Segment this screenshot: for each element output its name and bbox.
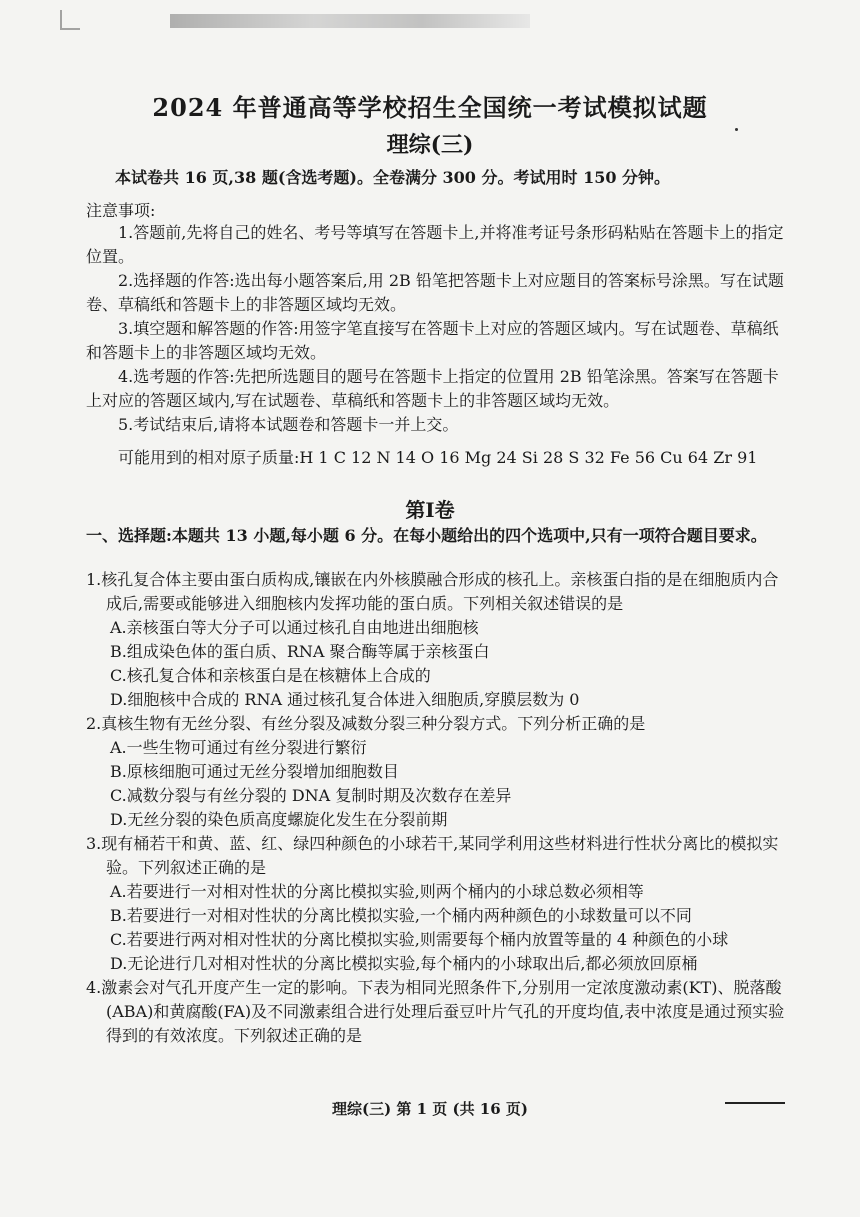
section-heading xyxy=(86,524,791,548)
scan-artifact-top xyxy=(0,0,860,36)
note-item: 2.选择题的作答:选出每小题答案后,用 2B 铅笔把答题卡上对应题目的答案标号涂黑。写在试题卷、草稿纸和答题卡上的非答题区域均无效。 xyxy=(86,271,784,314)
option: A.一些生物可通过有丝分裂进行繁衍 xyxy=(110,738,367,757)
exam-title: 2024 年普通高等学校招生全国统一考试模拟试题 xyxy=(152,93,708,122)
option: C.核孔复合体和亲核蛋白是在核糖体上合成的 xyxy=(110,666,431,685)
option: D.无丝分裂的染色质高度螺旋化发生在分裂前期 xyxy=(110,810,448,829)
scan-smudge xyxy=(170,14,530,28)
option: B.若要进行一对相对性状的分离比模拟实验,一个桶内两种颜色的小球数量可以不同 xyxy=(110,906,692,925)
option: C.减数分裂与有丝分裂的 DNA 复制时期及次数存在差异 xyxy=(110,786,512,805)
atomic-mass: 可能用到的相对原子质量:H 1 C 12 N 14 O 16 Mg 24 Si 28 S 32 Fe 56 Cu 64 Zr 91 xyxy=(118,448,758,467)
note-item: 3.填空题和解答题的作答:用签字笔直接写在答题卡上对应的答题区域内。写在试题卷、草稿纸和答题卡上的非答题区域均无效。 xyxy=(86,319,779,362)
option: D.无论进行几对相对性状的分离比模拟实验,每个桶内的小球取出后,都必须放回原桶 xyxy=(110,954,698,973)
question-2-stem: 2.真核生物有无丝分裂、有丝分裂及减数分裂三种分裂方式。下列分析正确的是 xyxy=(86,714,646,733)
notes-list xyxy=(86,221,791,437)
option: D.细胞核中合成的 RNA 通过核孔复合体进入细胞质,穿膜层数为 0 xyxy=(110,690,580,709)
option: C.若要进行两对相对性状的分离比模拟实验,则需要每个桶内放置等量的 4 种颜色的小球 xyxy=(110,930,729,949)
section-instruction: 一、选择题:本题共 13 小题,每小题 6 分。在每小题给出的四个选项中,只有一项符合题目要求。 xyxy=(86,526,767,545)
question-3-stem: 3.现有桶若干和黄、蓝、红、绿四种颜色的小球若干,某同学利用这些材料进行性状分离比的模拟实验。下列叙述正确的是 xyxy=(86,834,779,877)
question-1-stem: 1.核孔复合体主要由蛋白质构成,镶嵌在内外核膜融合形成的核孔上。亲核蛋白指的是在细胞质内合成后,需要或能够进入细胞核内发挥功能的蛋白质。下列相关叙述错误的是 xyxy=(86,570,779,613)
exam-info: 本试卷共 16 页,38 题(含选考题)。全卷满分 300 分。考试用时 150 分钟。 xyxy=(115,168,671,187)
scan-mark xyxy=(60,10,80,30)
questions xyxy=(86,568,791,1048)
option: B.组成染色体的蛋白质、RNA 聚合酶等属于亲核蛋白 xyxy=(110,642,490,661)
option: A.亲核蛋白等大分子可以通过核孔自由地进出细胞核 xyxy=(110,618,479,637)
note-item: 1.答题前,先将自己的姓名、考号等填写在答题卡上,并将准考证号条形码粘贴在答题卡上的指定位置。 xyxy=(86,223,784,266)
note-item: 4.选考题的作答:先把所选题目的题号在答题卡上指定的位置用 2B 铅笔涂黑。答案写在答题卡上对应的答题区域内,写在试题卷、草稿纸和答题卡上的非答题区域均无效。 xyxy=(86,367,779,410)
exam-subtitle: 理综(三) xyxy=(386,132,474,158)
option: B.原核细胞可通过无丝分裂增加细胞数目 xyxy=(110,762,399,781)
atomic-mass-line xyxy=(86,446,791,470)
volume-heading: 第Ⅰ卷 xyxy=(405,498,455,522)
option: A.若要进行一对相对性状的分离比模拟实验,则两个桶内的小球总数必须相等 xyxy=(110,882,644,901)
note-item: 5.考试结束后,请将本试题卷和答题卡一并上交。 xyxy=(118,415,459,434)
notes-heading: 注意事项: xyxy=(86,201,156,220)
question-4-stem: 4.激素会对气孔开度产生一定的影响。下表为相同光照条件下,分别用一定浓度激动素(KT)、脱落酸(ABA)和黄腐酸(FA)及不同激素组合进行处理后蚕豆叶片气孔的开度均值,表中浓度是通过预实验得到的有效浓度。下列叙述正确的是 xyxy=(86,978,785,1045)
page-footer: 理综(三) 第 1 页 (共 16 页) xyxy=(331,1100,529,1118)
footer-rule xyxy=(725,1102,785,1104)
